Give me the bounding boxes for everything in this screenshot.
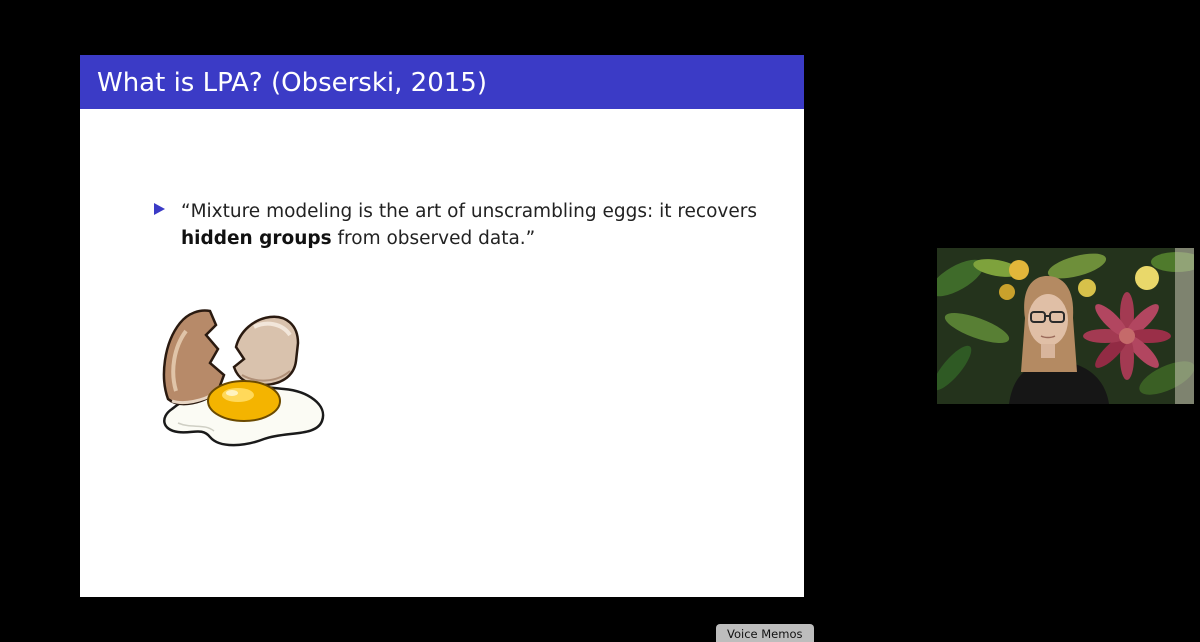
slide-header-bar (80, 55, 804, 109)
slide-quote (181, 198, 761, 252)
participant-video-tile[interactable] (937, 248, 1194, 404)
presentation-slide (80, 55, 804, 597)
participant-video-feed (937, 248, 1194, 404)
quote-bold-text: hidden groups (181, 228, 332, 249)
cracked-egg-image (158, 305, 330, 450)
slide-title: What is LPA? (Obserski, 2015) (97, 68, 487, 98)
quote-line-1: “Mixture modeling is the art of unscrambling eggs: it recovers (181, 201, 757, 222)
dock-tooltip: Voice Memos (716, 624, 814, 642)
quote-line-2: from observed data.” (331, 228, 536, 249)
triangle-bullet-icon (154, 203, 165, 215)
